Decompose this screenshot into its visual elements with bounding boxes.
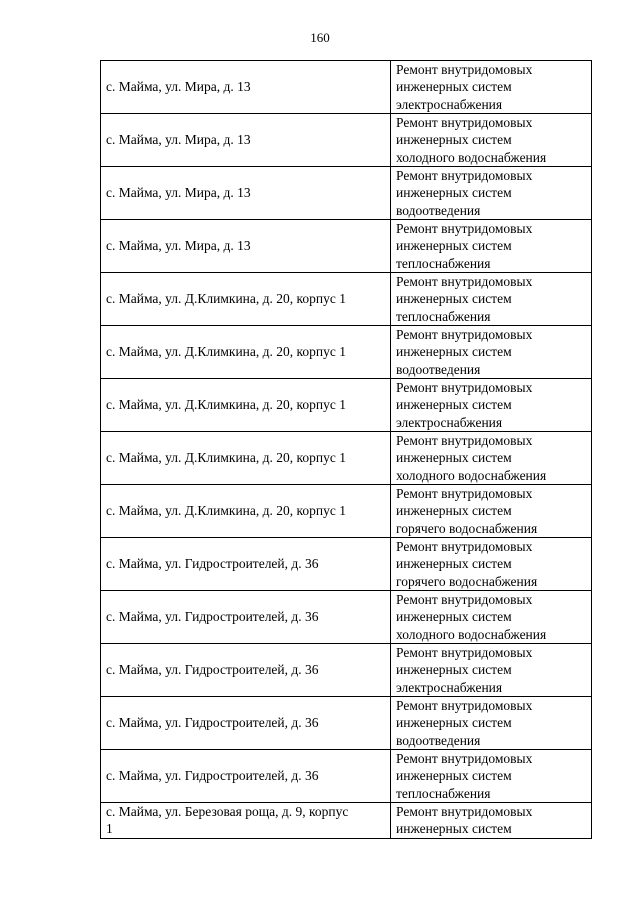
work-type-line: инженерных систем <box>396 397 512 413</box>
work-type-line: Ремонт внутридомовых <box>396 486 533 502</box>
work-type-cell <box>391 167 592 220</box>
work-type-line: инженерных систем <box>396 503 512 519</box>
address-cell: с. Майма, ул. Д.Климкина, д. 20, корпус 1 <box>101 485 391 538</box>
work-type-line: инженерных систем <box>396 132 512 148</box>
table-row <box>101 538 592 591</box>
table-row <box>101 432 592 485</box>
address-cell: с. Майма, ул. Гидростроителей, д. 36 <box>101 538 391 591</box>
table-row <box>101 167 592 220</box>
address-cell: с. Майма, ул. Д.Климкина, д. 20, корпус 1 <box>101 273 391 326</box>
work-type-line: Ремонт внутридомовых <box>396 168 533 184</box>
work-type-cell <box>391 326 592 379</box>
work-type-cell <box>391 432 592 485</box>
address-cell <box>101 803 391 839</box>
work-type-line: холодного водоснабжения <box>396 626 547 642</box>
work-type-line: водоотведения <box>396 202 481 218</box>
work-type-line: инженерных систем <box>396 821 512 837</box>
address-cell: с. Майма, ул. Мира, д. 13 <box>101 114 391 167</box>
work-type-line: водоотведения <box>396 361 481 377</box>
address-line: с. Майма, ул. Березовая роща, д. 9, корпус <box>106 804 349 819</box>
work-type-cell <box>391 644 592 697</box>
work-type-line: электроснабжения <box>396 679 503 695</box>
table-row <box>101 61 592 114</box>
work-type-line: инженерных систем <box>396 79 512 95</box>
work-type-line: холодного водоснабжения <box>396 149 547 165</box>
work-type-line: теплоснабжения <box>396 255 491 271</box>
work-type-line: Ремонт внутридомовых <box>396 380 533 396</box>
work-type-line: Ремонт внутридомовых <box>396 274 533 290</box>
work-type-line: Ремонт внутридомовых <box>396 804 533 819</box>
work-type-line: инженерных систем <box>396 662 512 678</box>
work-type-line: Ремонт внутридомовых <box>396 433 533 449</box>
table-row <box>101 326 592 379</box>
address-cell: с. Майма, ул. Гидростроителей, д. 36 <box>101 750 391 803</box>
work-type-line: инженерных систем <box>396 609 512 625</box>
work-type-line: инженерных систем <box>396 238 512 254</box>
page-number: 160 <box>310 30 330 45</box>
work-type-line: холодного водоснабжения <box>396 467 547 483</box>
work-type-line: инженерных систем <box>396 344 512 360</box>
address-cell: с. Майма, ул. Д.Климкина, д. 20, корпус 1 <box>101 379 391 432</box>
work-type-cell <box>391 750 592 803</box>
work-type-cell <box>391 114 592 167</box>
work-type-line: Ремонт внутридомовых <box>396 539 533 555</box>
address-cell: с. Майма, ул. Д.Климкина, д. 20, корпус 1 <box>101 432 391 485</box>
address-cell: с. Майма, ул. Мира, д. 13 <box>101 220 391 273</box>
work-type-line: теплоснабжения <box>396 308 491 324</box>
work-type-line: горячего водоснабжения <box>396 573 538 589</box>
table-row <box>101 697 592 750</box>
table-row <box>101 803 592 839</box>
table-row <box>101 750 592 803</box>
work-type-cell <box>391 379 592 432</box>
work-type-cell <box>391 220 592 273</box>
work-type-line: электроснабжения <box>396 96 503 112</box>
work-type-cell <box>391 803 592 839</box>
work-type-line: горячего водоснабжения <box>396 520 538 536</box>
work-type-cell <box>391 591 592 644</box>
work-type-line: Ремонт внутридомовых <box>396 327 533 343</box>
table-row <box>101 273 592 326</box>
work-type-line: инженерных систем <box>396 450 512 466</box>
work-type-line: Ремонт внутридомовых <box>396 221 533 237</box>
work-type-cell <box>391 273 592 326</box>
works-table <box>100 60 592 839</box>
address-cell: с. Майма, ул. Д.Климкина, д. 20, корпус 1 <box>101 326 391 379</box>
address-cell: с. Майма, ул. Гидростроителей, д. 36 <box>101 644 391 697</box>
work-type-line: инженерных систем <box>396 291 512 307</box>
work-type-line: водоотведения <box>396 732 481 748</box>
work-type-cell <box>391 61 592 114</box>
address-cell: с. Майма, ул. Гидростроителей, д. 36 <box>101 591 391 644</box>
table-row <box>101 379 592 432</box>
address-cell: с. Майма, ул. Гидростроителей, д. 36 <box>101 697 391 750</box>
work-type-line: инженерных систем <box>396 556 512 572</box>
work-type-line: инженерных систем <box>396 185 512 201</box>
work-type-line: Ремонт внутридомовых <box>396 698 533 714</box>
table-row <box>101 114 592 167</box>
address-cell: с. Майма, ул. Мира, д. 13 <box>101 61 391 114</box>
address-cell: с. Майма, ул. Мира, д. 13 <box>101 167 391 220</box>
work-type-line: Ремонт внутридомовых <box>396 115 533 131</box>
work-type-cell <box>391 485 592 538</box>
works-table-body <box>101 61 592 839</box>
work-type-line: Ремонт внутридомовых <box>396 751 533 767</box>
table-row <box>101 485 592 538</box>
table-row <box>101 220 592 273</box>
work-type-line: Ремонт внутридомовых <box>396 645 533 661</box>
work-type-cell <box>391 697 592 750</box>
work-type-line: инженерных систем <box>396 768 512 784</box>
work-type-cell <box>391 538 592 591</box>
table-row <box>101 644 592 697</box>
address-line: 1 <box>106 821 113 837</box>
work-type-line: Ремонт внутридомовых <box>396 62 533 78</box>
table-row <box>101 591 592 644</box>
work-type-line: теплоснабжения <box>396 785 491 801</box>
work-type-line: Ремонт внутридомовых <box>396 592 533 608</box>
work-type-line: электроснабжения <box>396 414 503 430</box>
work-type-line: инженерных систем <box>396 715 512 731</box>
